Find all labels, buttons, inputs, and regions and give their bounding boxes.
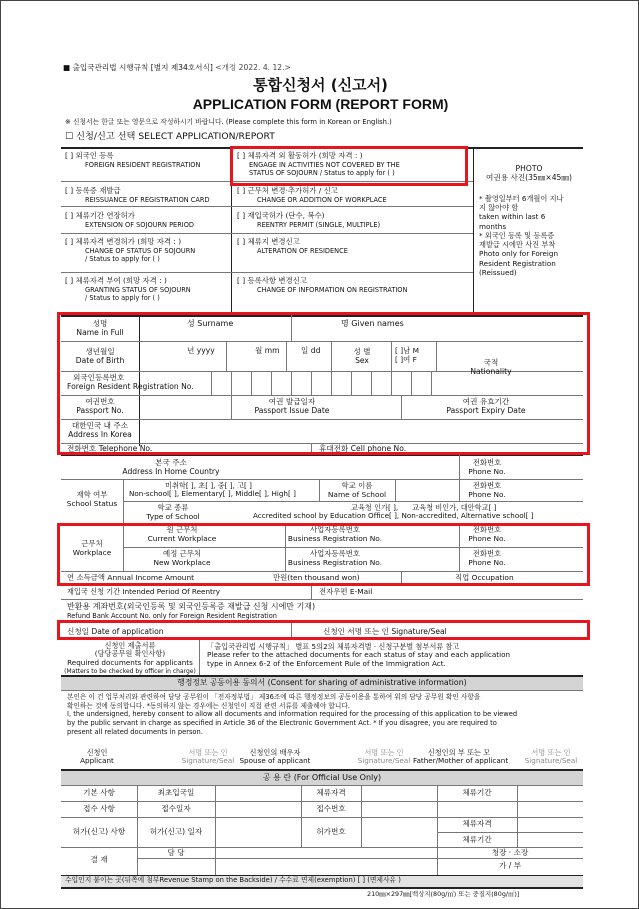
sex-options[interactable]: [ ]남 M [ ]여 F — [395, 346, 419, 364]
consent-spouse-signature[interactable]: 서명 또는 인 Signature/Seal — [357, 748, 411, 766]
passport-label: 여권번호 Passport No. — [76, 397, 124, 415]
paper-spec: 210㎜×297㎜[백상지(80g/㎡) 또는 중질지(80g/㎡)] — [367, 890, 520, 898]
reentry-period-label[interactable]: 재입국 신청 기간 Intended Period Of Reentry — [67, 587, 221, 596]
surname-field[interactable]: 성 Surname — [187, 319, 234, 328]
name-label: 성명 Name in Full — [76, 319, 124, 337]
official-status-label: 체류자격 — [316, 788, 346, 797]
select-heading: ☐ 신청/신고 선택 SELECT APPLICATION/REPORT — [65, 131, 275, 142]
issue-date-label: 여권 발급일자 Passport Issue Date — [254, 397, 330, 415]
consent-text: 본인은 이 건 업무처리와 관련하여 담당 공무원이 「전자정부법」 제36조에 따른 행정정보의 공동이용을 통하여 위의 담당 공무원 확인 사항을 확인하는 것에 동의합니다. *동의하지 않는 경우에는 신청인이 직접 관련 서류를 제출해야 합니다. I, the undersigned, hereby consent to allow all documents and information required for the processing of this application to be viewed by the public servant in charge as specified in Article 36 of the Electronic Government Act. * If you disagree, you are required to present all related documents in person. — [67, 693, 518, 736]
permit-status-label: 체류자격 — [462, 819, 492, 828]
dob-label: 생년월일 Date of Birth — [75, 347, 125, 365]
cellphone-label[interactable]: 휴대전화 Cell phone No. — [319, 444, 407, 453]
in-charge-label: 담 당 — [167, 848, 185, 857]
documents-label: 신청인 제출서류 (담당공무원 확인사항) Required documents for applicants (Matters to be checked by officer in charge) — [64, 641, 196, 675]
approve-label: 가 / 부 — [498, 861, 522, 870]
title-english: APPLICATION FORM (REPORT FORM) — [192, 96, 449, 112]
photo-label: PHOTO 여권용 사진(35㎜×45㎜) — [486, 164, 572, 182]
option-registration-change[interactable]: [ ] 등록사항 변경신고 CHANGE OF INFORMATION ON REGISTRATION — [237, 276, 408, 294]
school-type-label: 학교 종류 Type of School — [146, 503, 200, 521]
receipt-no-label: 접수번호 — [316, 804, 346, 813]
application-date-label[interactable]: 신청일 Date of application — [67, 627, 164, 636]
consent-applicant-signature[interactable]: 서명 또는 인 Signature/Seal — [181, 748, 235, 766]
permit-period-label: 체류기간 — [462, 835, 492, 844]
applicant-signature-label[interactable]: 신청인 서명 또는 인 Signature/Seal — [323, 627, 447, 636]
highlight-signature — [57, 620, 590, 640]
telephone-label[interactable]: 전화번호 Telephone No. — [67, 444, 153, 453]
consent-parent-signature[interactable]: 서명 또는 인 Signature/Seal — [524, 748, 578, 766]
option-foreign-registration[interactable]: [ ] 외국인 등록 FOREIGN RESIDENT REGISTRATION — [65, 151, 201, 169]
current-workplace-phone: 전화번호 Phone No. — [468, 525, 506, 543]
home-phone-label: 전화번호 Phone No. — [468, 458, 506, 476]
consent-spouse: 신청인의 배우자 Spouse of applicant — [239, 748, 311, 766]
highlight-activities-permit — [230, 146, 468, 186]
school-status-label: 재학 여부 School Status — [66, 490, 118, 508]
rule-reference: ■ 출입국관리법 시행규칙 [별지 제34호서식] <개정 2022. 4. 12.> — [63, 63, 291, 72]
permit-no-label: 허가번호 — [316, 827, 346, 836]
official-period-label: 체류기간 — [462, 788, 492, 797]
dob-day[interactable]: 일 dd — [301, 346, 321, 355]
title-korean: 통합신청서 (신고서) — [253, 76, 388, 94]
school-name-label: 학교 이름 Name of School — [327, 481, 387, 499]
chief-label: 청장 · 소장 — [491, 848, 529, 857]
school-level-options[interactable]: 미취학[ ], 초[ ], 중[ ], 고[ ] Non-school[ ], Elementary[ ], Middle[ ], High[ ] — [129, 481, 296, 499]
new-workplace-phone: 전화번호 Phone No. — [468, 549, 506, 567]
given-names-field[interactable]: 명 Given names — [341, 319, 404, 328]
new-biz-reg-label: 사업자등록번호 Business Registration No. — [287, 549, 383, 567]
consent-parent: 신청인의 부 또는 모 Father/Mother of applicant — [413, 748, 509, 766]
occupation-label[interactable]: 직업 Occupation — [455, 573, 514, 582]
option-residence-alteration[interactable]: [ ] 체류지 변경신고 ALTERATION OF RESIDENCE — [237, 237, 348, 255]
expiry-date-label: 여권 유효기간 Passport Expiry Date — [446, 397, 526, 415]
email-label[interactable]: 전자우편 E-Mail — [319, 587, 373, 596]
address-label: 대한민국 내 주소 Address In Korea — [68, 421, 132, 439]
permit-label: 허가(신고) 사항 — [72, 827, 126, 836]
refund-account-label[interactable]: 반환용 계좌번호(외국인등록 및 외국인등록증 재발급 신청 시에만 기재) Refund Bank Account No. only for Foreign Resident Registration — [67, 602, 316, 621]
receipt-date-label: 접수일자 — [161, 804, 191, 813]
nationality-label: 국적 Nationality — [470, 358, 512, 376]
receipt-label: 접수 사항 — [83, 804, 115, 813]
instruction: ※ 신청서는 한글 또는 영문으로 작성하시기 바랍니다. (Please complete this form in Korean or English.) — [65, 118, 392, 126]
option-workplace-change[interactable]: [ ] 근무처 변경·추가허가 / 신고 CHANGE OR ADDITION OF WORKPLACE — [237, 186, 387, 204]
permit-date-label: 허가(신고) 일자 — [149, 827, 203, 836]
registration-label: 외국인등록번호 Foreign Resident Registration No. — [67, 373, 194, 391]
new-workplace-label: 예정 근무처 New Workplace — [153, 549, 211, 567]
first-entry-label: 최초입국일 — [157, 788, 195, 797]
workplace-label: 근무처 Workplace — [72, 539, 112, 557]
option-period-extension[interactable]: [ ] 체류기간 연장허가 EXTENSION OF SOJOURN PERIOD — [65, 211, 195, 229]
current-biz-reg-label: 사업자등록번호 Business Registration No. — [287, 525, 383, 543]
option-activities-outside-status[interactable]: [ ] 체류자격 외 활동허가 (희망 자격 : ) ENGAGE IN ACTIVITIES NOT COVERED BY THE STATUS OF SOJOURN / Status to apply for ( ) — [237, 151, 400, 178]
official-use-title: 공 용 란 (For Official Use Only) — [262, 773, 382, 782]
dob-month[interactable]: 월 mm — [255, 346, 280, 355]
current-workplace-label: 원 근무처 Current Workplace — [147, 525, 217, 543]
basic-matters-label: 기본 사항 — [83, 788, 115, 797]
documents-reference: 「출입국관리법 시행규칙」 별표 5의2의 체류자격별 · 신청구분별 첨부서류 참고 Please refer to the attached documents for each status of stay and each application type in Annex 6-2 of the Enforcement Rule of the Immigration Act. — [207, 642, 511, 668]
school-type-options[interactable]: 교육청 인가[ ], 교육청 비인가, 대안학교[ ] Accredited school by Education Office[ ], Non-accredited, Alternative school[ ] — [253, 503, 534, 521]
highlight-workplace — [57, 523, 590, 586]
decision-label: 결 재 — [90, 855, 108, 864]
annual-income-label[interactable]: 연 소득금액 Annual Income Amount — [67, 573, 195, 582]
photo-notes: * 촬영일부터 6개월이 지나 지 않아야 함 taken within last 6 months * 외국인 등록 및 등록증 재발급 시에만 사진 부착 Photo only for Foreign Resident Registration (Reissued) — [479, 194, 564, 277]
home-address-label: 본국 주소 Address In Home Country — [122, 458, 220, 476]
option-status-granting[interactable]: [ ] 체류자격 부여 (희망 자격 : ) GRANTING STATUS OF SOJOURN / Status to apply for ( ) — [65, 276, 191, 303]
sex-label: 성 별 Sex — [353, 347, 371, 365]
revenue-stamp-note: 수입인지 붙이는 곳(뒤쪽에 첨부Revenue Stamp on the Backside) / 수수료 면제(exemption) [ ] (면제사유 ) — [65, 876, 401, 884]
option-reentry-permit[interactable]: [ ] 재입국허가 (단수, 복수) REENTRY PERMIT (SINGLE, MULTIPLE) — [237, 211, 381, 229]
consent-title: 행정정보 공동이용 동의서 (Consent for sharing of administrative information) — [177, 678, 467, 687]
option-status-change[interactable]: [ ] 체류자격 변경허가 (희망 자격 : ) CHANGE OF STATUS OF SOJOURN / Status to apply for ( ) — [65, 237, 196, 264]
school-phone-label: 전화번호 Phone No. — [468, 481, 506, 499]
highlight-personal-info — [57, 312, 590, 455]
income-unit: 만원(ten thousand won) — [273, 573, 360, 582]
dob-year[interactable]: 년 yyyy — [187, 346, 215, 355]
option-card-reissuance[interactable]: [ ] 등록증 재발급 REISSUANCE OF REGISTRATION CARD — [65, 186, 210, 204]
consent-applicant: 신청인 Applicant — [80, 748, 114, 766]
